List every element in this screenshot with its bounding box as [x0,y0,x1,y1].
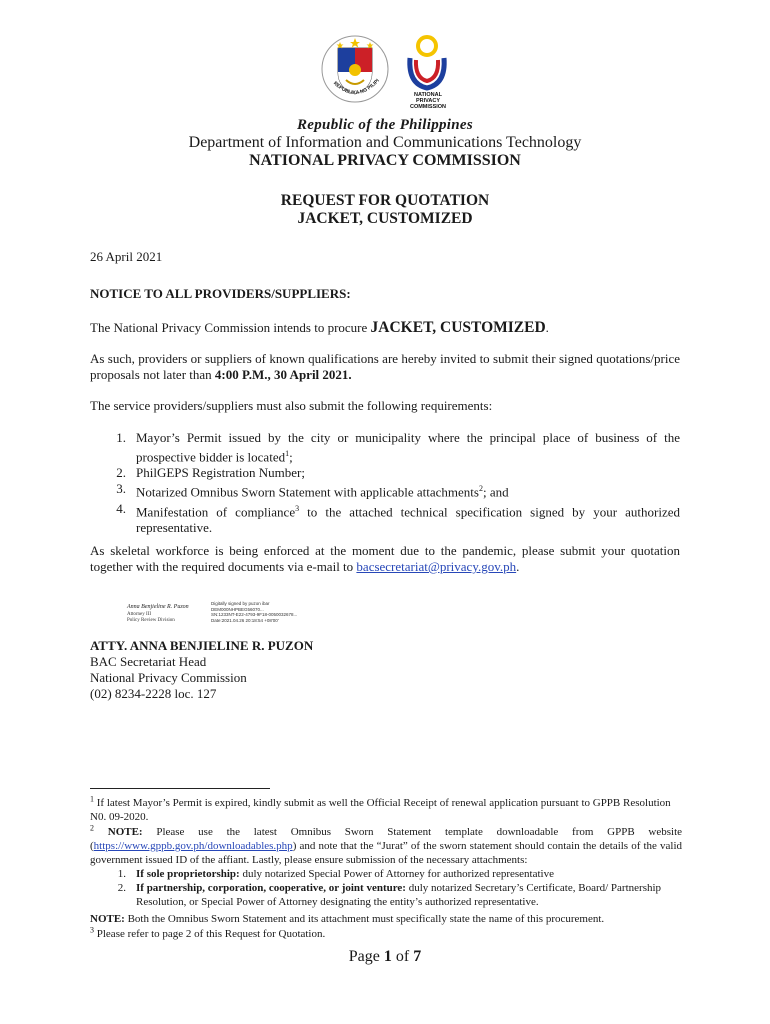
list-item [90,867,682,881]
footnote-divider [90,788,270,789]
list-text [136,465,680,481]
list-item [90,465,680,481]
department-heading: Department of Information and Communications Technology [188,134,582,151]
republic-heading: Republic of the Philippines [296,117,474,133]
deadline: 4:00 P.M., 30 April 2021. [214,367,352,382]
signature-name: Anna Benjieline R. Puzon [127,604,189,610]
requirement-text: Manifestation of compliance [136,503,296,519]
signer-office: National Privacy Commission [90,670,247,685]
requirement-suffix: ; [289,449,293,465]
list-detail: duly notarized Special Power of Attorney for authorized representative [239,868,554,880]
requirement-suffix: to the attached technical specification signed by your authorized representative. [136,503,680,535]
submission-text: As skeletal workforce is being enforced at the moment due to the pandemic, please submit your quotation together with the required documents via e-mail to [90,543,680,574]
page-current: 1 [383,948,392,965]
signer-phone: (02) 8234-2228 loc. 127 [90,686,217,701]
signer-block [90,638,313,702]
list-item [90,430,680,465]
list-number: 1. [116,430,126,445]
footnote-mark[interactable]: 1 [285,449,290,458]
footnote-mark[interactable]: 2 [478,484,483,494]
requirements-intro: The service providers/suppliers must also submit the following requirements: [90,398,493,413]
agency-heading: NATIONAL PRIVACY COMMISSION [249,152,521,169]
requirement-text: PhilGEPS Registration Number; [136,465,305,481]
philippine-seal-logo [320,34,390,104]
document-date: 26 April 2021 [90,249,163,264]
footnote-1 [90,796,682,824]
list-number: 3. [116,481,126,497]
svg-text:REPUBLIKA NG PILIPINAS: REPUBLIKA NG PILIPI [331,78,381,97]
list-label: If partnership, corporation, cooperative, or joint venture: [136,882,406,894]
requirement-text: Notarized Omnibus Sworn Statement with applicable attachments [136,484,479,500]
npc-logo-word: PRIVACY [415,98,441,104]
digital-signature-line: Date:2021.04.26 20:18:54 +08'00' [211,617,279,623]
list-text [136,501,680,536]
header-logos [320,34,460,114]
signer-name: ATTY. ANNA BENJIELINE R. PUZON [90,638,314,653]
footnote-number: 3 [90,925,94,935]
notice-heading: NOTICE TO ALL PROVIDERS/SUPPLIERS: [90,286,351,301]
procurement-item: JACKET, CUSTOMIZED [370,319,546,336]
requirement-suffix: ; and [482,484,509,500]
signature-title-line: Policy Review Division [127,618,175,623]
page-total: 7 [413,948,422,965]
npc-logo-text [398,92,458,110]
note-label: NOTE: [90,913,125,925]
list-text [136,881,682,909]
signer-position: BAC Secretariat Head [90,654,207,669]
list-number: 2. [117,882,126,894]
list-text [136,481,680,500]
npc-logo-word: NATIONAL [413,92,442,98]
page-number [0,948,770,966]
digital-signature [127,599,337,629]
digital-signature-details [211,601,337,623]
email-link[interactable]: bacsecretariat@privacy.gov.ph [356,559,517,574]
page-of: of [391,948,414,965]
gppb-link[interactable]: https://www.gppb.gov.ph/downloadables.php [93,840,293,852]
footnote-text: Please refer to page 2 of this Request for Quotation. [94,928,326,940]
footnote-text: Please use the latest Omnibus Sworn Statement template downloadable from GPPB website ( [90,826,683,852]
requirement-text: Mayor’s Permit issued by the city or municipality where the principal place of business of the prospective bidder is located [136,430,680,465]
list-detail: duly notarized Secretary’s Certificate, Board/ Partnership Resolution, or Special Power of Attorney designating the entity’s authorized representative. [136,882,662,908]
digital-signature-line: Digitally signed by puzon ibar [211,601,270,606]
submission-paragraph [90,543,680,575]
npc-logo-word: COMMISSION [409,104,447,110]
document-subtitle: JACKET, CUSTOMIZED [297,210,473,227]
list-item [90,501,680,536]
list-label: If sole proprietorship: [136,868,240,880]
digital-signature-line: DEM000NHPBEG56070... [211,606,264,612]
page-label: Page [348,948,384,965]
intro-text: The National Privacy Commission intends to procure [90,320,371,335]
document-title: REQUEST FOR QUOTATION [280,192,490,209]
list-number: 2. [116,465,126,481]
footnote-2 [90,825,682,867]
list-text [136,867,682,881]
submission-period: . [516,559,520,574]
footnote-number: 2 [90,823,94,833]
requirements-list [90,430,680,536]
note-text: Both the Omnibus Sworn Statement and its attachment must specifically state the name of this procurement. [124,913,605,925]
signature-title-line: Attorney III [127,612,152,617]
list-item [90,881,682,909]
footnote-3 [90,927,682,941]
footnote-mark[interactable]: 3 [295,503,300,513]
digital-signature-line: SN:1233NT-E22-4793-9F18-0050032678... [211,612,298,617]
invitation-text: As such, providers or suppliers of known qualifications are hereby invited to submit their signed quotations/price proposals not later than [90,351,680,382]
list-number: 4. [116,500,126,516]
footnote-text: If latest Mayor’s Permit is expired, kindly submit as well the Official Receipt of renewal application pursuant to GPPB Resolution N0. 09-2020. [90,797,671,823]
list-number: 1. [117,868,126,880]
footnote-text: ) and note that the “Jurat” of the sworn statement should contain the details of the valid government issued ID of the affiant. Lastly, please ensure submission of the necessary attachments: [90,840,682,866]
intro-paragraph [90,320,680,336]
intro-period: . [545,320,549,335]
signature-titles [127,612,175,624]
footnote-note [90,912,682,926]
list-item [90,481,680,500]
footnote-2-list [90,867,682,909]
footnote-note-label: NOTE: [107,826,143,838]
invitation-paragraph [90,351,680,383]
list-text [136,430,680,465]
footnote-number: 1 [90,794,94,804]
